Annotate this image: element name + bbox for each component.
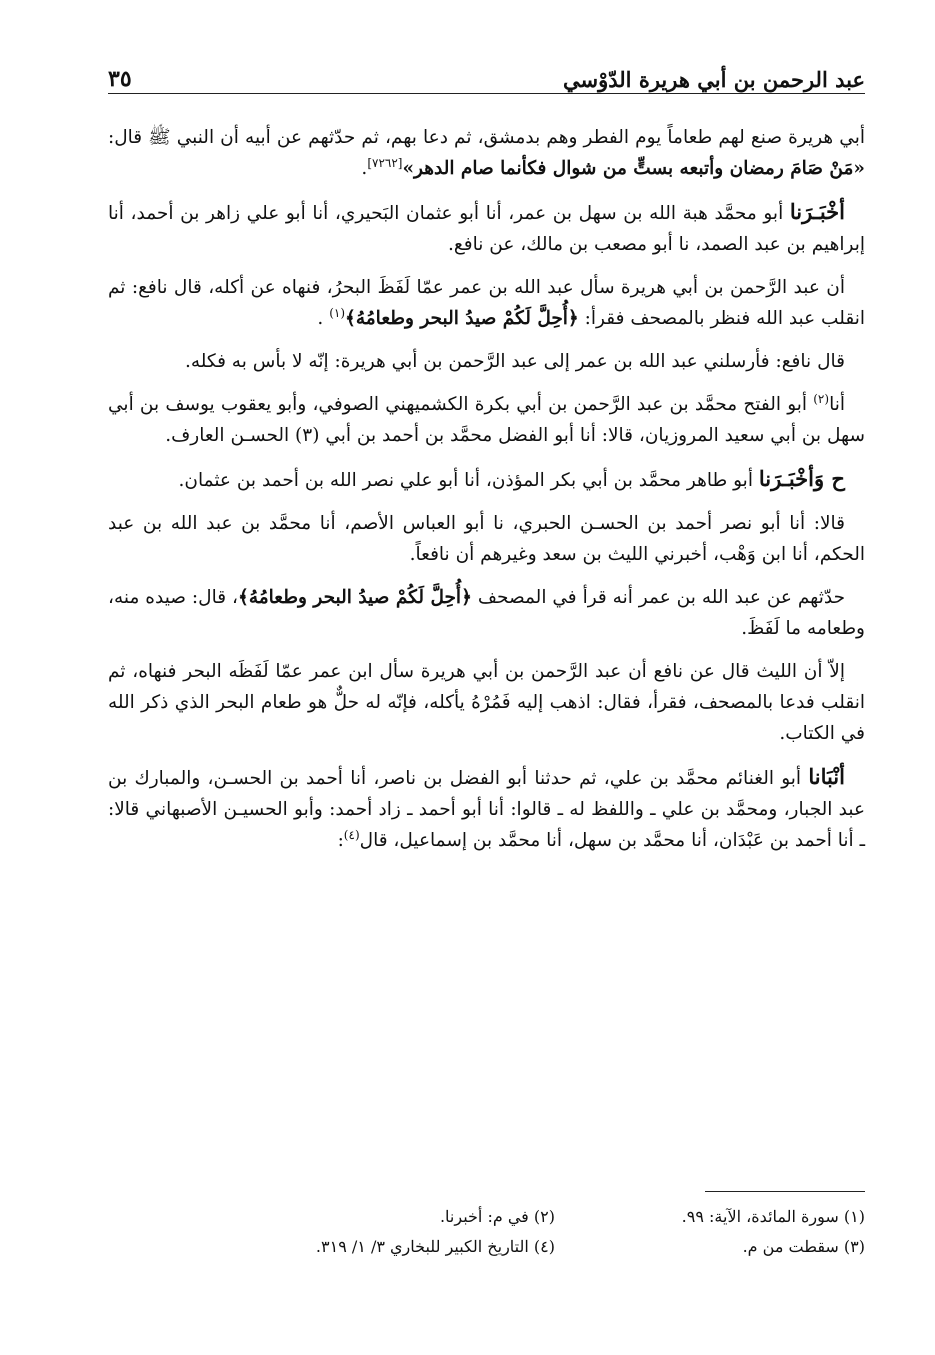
hadith-quote: «مَنْ صَامَ رمضان وأتبعه بستٍّ من شوال فكأنما صام الدهر» [402,158,865,179]
footnotes [108,1202,865,1262]
footnote-ref-2: (٢) [813,391,830,406]
footnote-row [108,1202,865,1232]
running-title: عبد الرحمن بن أبي هريرة الدّوْسي [563,67,865,92]
footnote-3: (٣) سقطت من م. [742,1237,865,1256]
chain-lead-word: أنْبَانا [808,764,845,789]
page-number: ٣٥ [108,66,132,92]
main-text [108,120,865,868]
paragraph-7: قالا: أنا أبو نصر أحمد بن الحسـن الحبري، نا أبو العباس الأصم، أنا محمَّد بن عبد الله بن عبد الحكم، أنا ابن وَهْب، أخبرني الليث بن سعد وغيرهم أن نافعاً. [108,513,865,565]
footnote-rule [705,1191,865,1192]
footnote-1: (١) سورة المائدة، الآية: ٩٩. [681,1207,865,1226]
quran-quote: ﴿أُحِلَّ لَكُمْ صيدُ البحر وطعامُهُ﴾ [237,587,472,608]
paragraph-2: أخْبَـرَنا أبو محمَّد هبة الله بن سهل بن عمر، أنا أبو عثمان البَحيري، أنا أبو علي زاهر بن أحمد، أنا إبراهيم بن عبد الصمد، نا أبو مصعب بن مالك، عن نافع. [108,199,865,255]
running-header [108,52,865,92]
paragraph-5: أنا$^{(٢)}$ أبو الفتح محمَّد بن عبد الرَّحمن بن أبي بكرة الكشميهني الصوفي، وأبو يعقوب يوسف بن أبي سهل بن أبي سعيد المروزيان، قالا: أنا أبو الفضل محمَّد بن أحمد بن أبي (٣) الحسـن العارف. [108,391,865,446]
footnote-ref-4: (٤) [343,827,360,842]
paragraph-9: إلاّ أن الليث قال عن نافع أن عبد الرَّحمن بن أبي هريرة سأل ابن عمر عمّا لَفَظَه البحر فنهاه، ثم انقلب فدعا بالمصحف، فقرأ، فقال: اذهب إليه فَمُرْهُ يأكله، فإنّه له حلٌّ هو طعام البحر الذي ذكر الله في الكتاب. [108,661,865,744]
quran-quote: ﴿أُحِلَّ لَكُمْ صيدُ البحر وطعامُهُ﴾ [345,308,579,329]
paragraph-10: أنْبَانا أبو الغنائم محمَّد بن علي، ثم حدثنا أبو الفضل بن ناصر، أنا أحمد بن الحسـن، والمبارك بن عبد الجبار، ومحمَّد بن علي ـ واللفظ له ـ قالوا: أنا أبو أحمد ـ زاد أحمد: وأبو الحسيـن الأصبهاني قالا: ـ أنا أحمد بن عَبْدَان، أنا محمَّد بن سهل، أنا محمَّد بن إسماعيل، قال$^{(٤)}$: [108,764,865,851]
chain-lead-word: أخْبَـرَنا [789,199,845,224]
header-rule [108,93,865,94]
footnote-4: (٤) التاريخ الكبير للبخاري ٣/ ١/ ٣١٩. [315,1237,555,1256]
paragraph-4: قال نافع: فأرسلني عبد الله بن عمر إلى عبد الرَّحمن بن أبي هريرة: إنّه لا بأس به فكله. [184,351,845,372]
paragraph-1: أبي هريرة صنع لهم طعاماً يوم الفطر وهم بدمشق، ثم دعا بهم، ثم حدّثهم عن أبيه أن النبي ﷺ قال: «مَنْ صَامَ رمضان وأتبعه بستٍّ من شوال فكأنما صام الدهر»[٧٢٦٢]. [108,127,865,179]
footnote-2: (٢) في م: أخبرنا. [439,1207,555,1226]
paragraph-3: أن عبد الرَّحمن بن أبي هريرة سأل عبد الله بن عمر عمّا لَفَظَ البحرُ، فنهاه عن أكله، قال نافع: ثم انقلب عبد الله فنظر بالمصحف فقرأ: ﴿أُحِلَّ لَكُمْ صيدُ البحر وطعامُهُ﴾$^{(١)}$ . [108,277,865,329]
hadith-number: [٧٢٦٢] [367,155,403,170]
paragraph-6: ح وَأخْبَـرَنا أبو طاهر محمَّد بن أبي بكر المؤذن، أنا أبو علي نصر الله بن أحمد بن عثمان. [178,466,845,491]
footnote-row [108,1232,865,1262]
paragraph-8: حدّثهم عن عبد الله بن عمر أنه قرأ في المصحف ﴿أُحِلَّ لَكُمْ صيدُ البحر وطعامُهُ﴾، قال: صيده منه، وطعامه ما لَفَظَ. [108,587,865,639]
chain-lead-word: ح وَأخْبَـرَنا [758,466,845,491]
footnote-ref-1: (١) [329,305,346,320]
